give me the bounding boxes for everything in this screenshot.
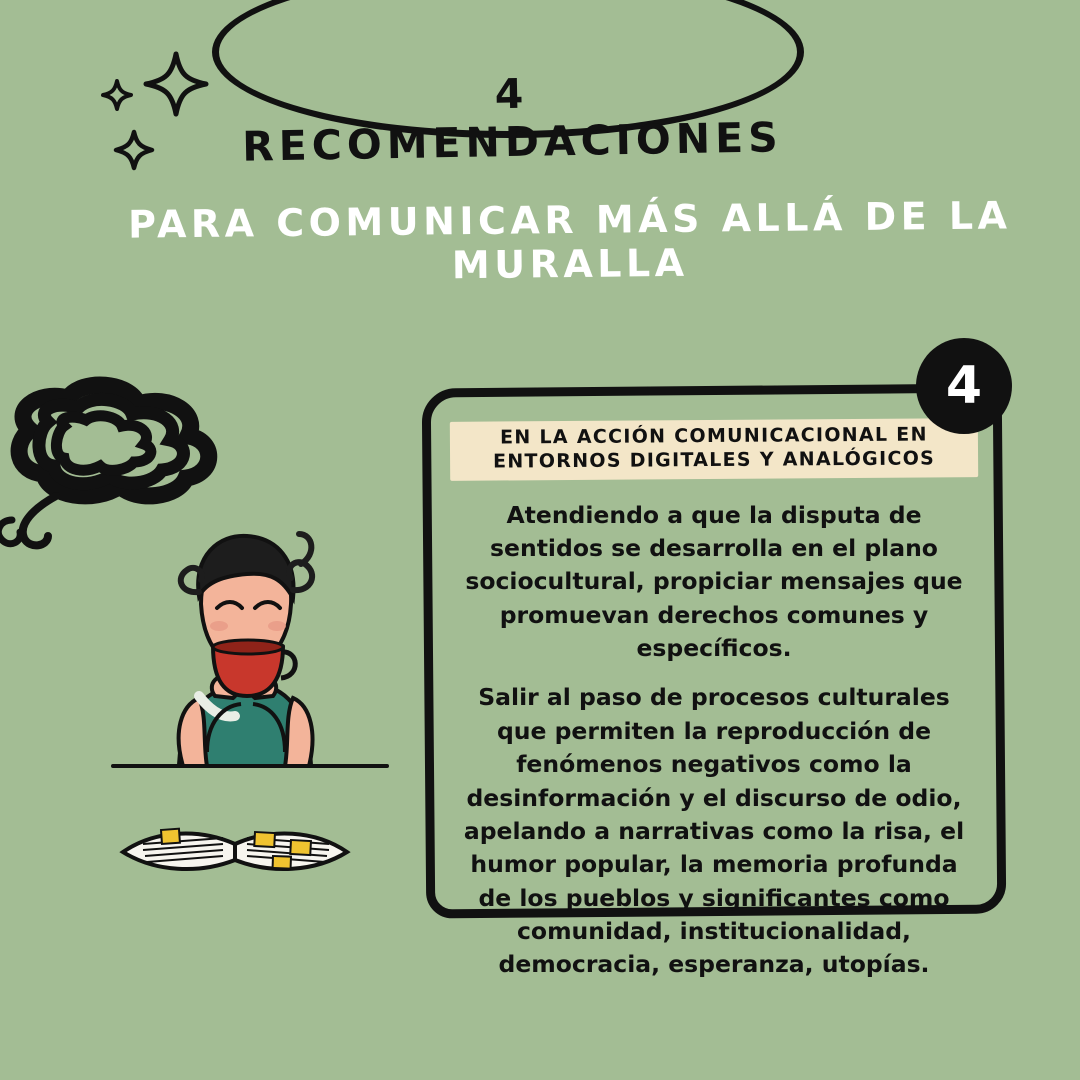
card-eyebrow-label: EN LA ACCIÓN COMUNICACIONAL EN ENTORNOS DIGITALES Y ANALÓGICOS (450, 418, 978, 480)
sparkle-small-left-icon (100, 78, 134, 112)
card-paragraph-1: Atendiendo a que la disputa de sentidos se desarrolla en el plano sociocultural, propiciar mensajes que promuevan derechos comunes y específicos. (465, 500, 963, 663)
person-drinking-coffee-illustration (95, 500, 395, 905)
card-paragraph-2: Salir al paso de procesos culturales que permiten la reproducción de fenómenos negativos como la desinformación y el discurso de odio, apelando a narrativas como la risa, el humor popular, la memoria profunda de los pueblos y significantes como comunidad, institucionalidad, democracia, esperanza, utopías. (463, 683, 965, 979)
card-body (450, 499, 978, 982)
page-subtitle: PARA COMUNICAR MÁS ALLÁ DE LA MURALLA (127, 193, 1012, 288)
page-title: 4 RECOMENDACIONES (241, 69, 784, 171)
recommendation-card (424, 356, 1004, 979)
sparkle-large-icon (140, 48, 212, 120)
card-number-badge: 4 (916, 338, 1012, 434)
sparkle-small-bottom-icon (112, 128, 156, 172)
